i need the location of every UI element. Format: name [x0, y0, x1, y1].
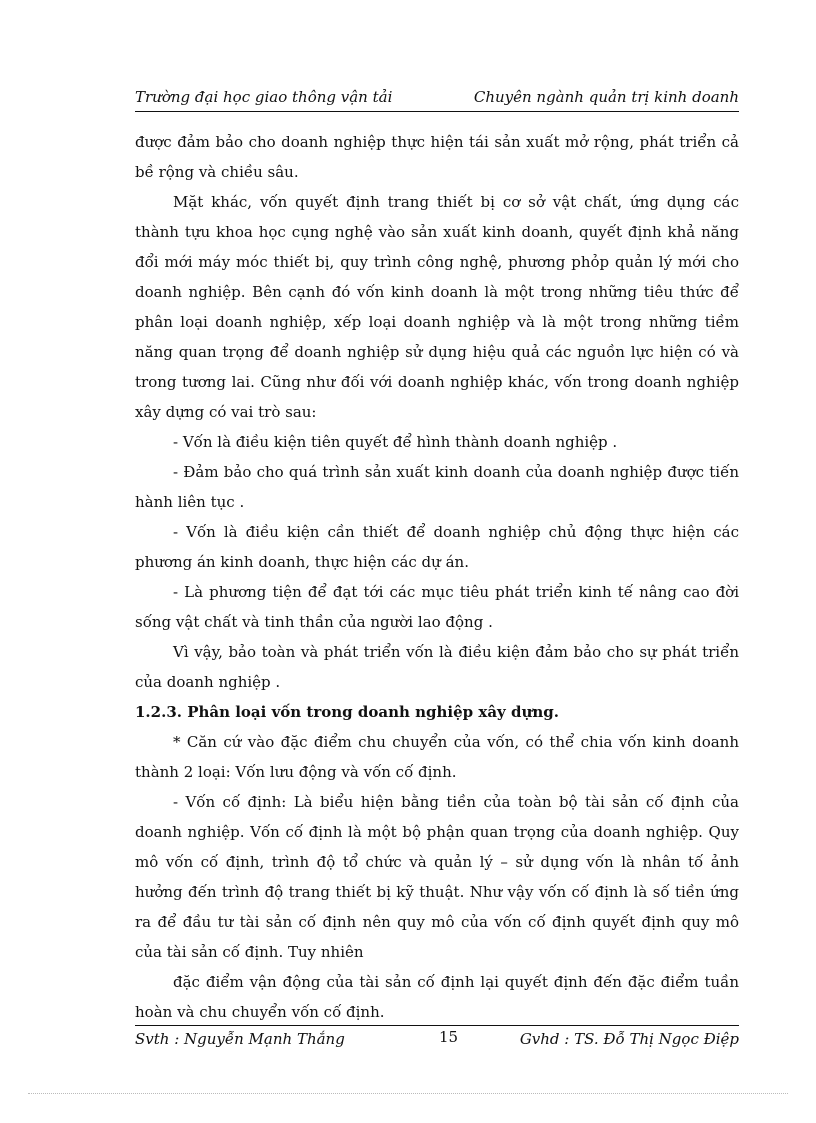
paragraph-fixed-capital-movement: đặc điểm vận động của tài sản cố định lại quyết định đến đặc điểm tuần hoàn và chu chuyển vốn cố định. — [135, 973, 739, 1021]
header-major: Chuyên ngành quản trị kinh doanh — [473, 88, 739, 106]
list-item: - Vốn là điều kiện cần thiết để doanh nghiệp chủ động thực hiện các phương án kinh doanh, thực hiện các dự án. — [135, 523, 739, 571]
paragraph-conclusion: Vì vậy, bảo toàn và phát triển vốn là điều kiện đảm bảo cho sự phát triển của doanh nghiệp . — [135, 643, 739, 691]
page-footer — [135, 1028, 739, 1052]
paragraph-continuation: được đảm bảo cho doanh nghiệp thực hiện tái sản xuất mở rộng, phát triển cả bề rộng và chiều sâu. — [135, 133, 739, 181]
list-item: - Vốn là điều kiện tiên quyết để hình thành doanh nghiệp . — [173, 433, 618, 451]
list-item: - Là phương tiện để đạt tới các mục tiêu phát triển kinh tế nâng cao đời sống vật chất và tinh thần của người lao động . — [135, 583, 739, 631]
paragraph-fixed-capital: - Vốn cố định: Là biểu hiện bằng tiền của toàn bộ tài sản cố định của doanh nghiệp. Vốn cố định là một bộ phận quan trọng của doanh nghiệp. Quy mô vốn cố định, trình độ tổ chức và quản lý – sử dụng vốn là nhân tố ảnh hưởng đến trình độ trang thiết bị kỹ thuật. Như vậy vốn cố định là số tiền ứng ra để đầu tư tài sản cố định nên quy mô của vốn cố định quyết định quy mô của tài sản cố định. Tuy nhiên — [135, 793, 739, 961]
footer-advisor: Gvhd : TS. Đỗ Thị Ngọc Điệp — [519, 1030, 739, 1048]
list-item: - Đảm bảo cho quá trình sản xuất kinh doanh của doanh nghiệp được tiến hành liên tục . — [135, 463, 739, 511]
document-body — [135, 127, 739, 1027]
header-rule — [135, 111, 739, 112]
page-number: 15 — [439, 1028, 459, 1046]
footer-student: Svth : Nguyễn Mạnh Thắng — [135, 1030, 345, 1048]
header-university: Trường đại học giao thông vận tải — [135, 88, 393, 106]
paragraph-role-of-capital: Mặt khác, vốn quyết định trang thiết bị cơ sở vật chất, ứng dụng các thành tựu khoa học cụng nghệ vào sản xuất kinh doanh, quyết định khả năng đổi mới máy móc thiết bị, quy trình công nghệ, phương phỏp quản lý mới cho doanh nghiệp. Bên cạnh đó vốn kinh doanh là một trong những tiêu thức để phân loại doanh nghiệp, xếp loại doanh nghiệp và là một trong những tiềm năng quan trọng để doanh nghiệp sử dụng hiệu quả các nguồn lực hiện có và trong tương lai. Cũng như đối với doanh nghiệp khác, vốn trong doanh nghiệp xây dựng có vai trò sau: — [135, 193, 739, 421]
footer-rule — [135, 1025, 739, 1026]
paragraph-classification: * Căn cứ vào đặc điểm chu chuyển của vốn, có thể chia vốn kinh doanh thành 2 loại: Vốn lưu động và vốn cố định. — [135, 733, 739, 781]
section-heading: 1.2.3. Phân loại vốn trong doanh nghiệp xây dựng. — [135, 703, 559, 721]
page-header — [135, 88, 739, 110]
page-bottom-divider — [28, 1093, 788, 1094]
